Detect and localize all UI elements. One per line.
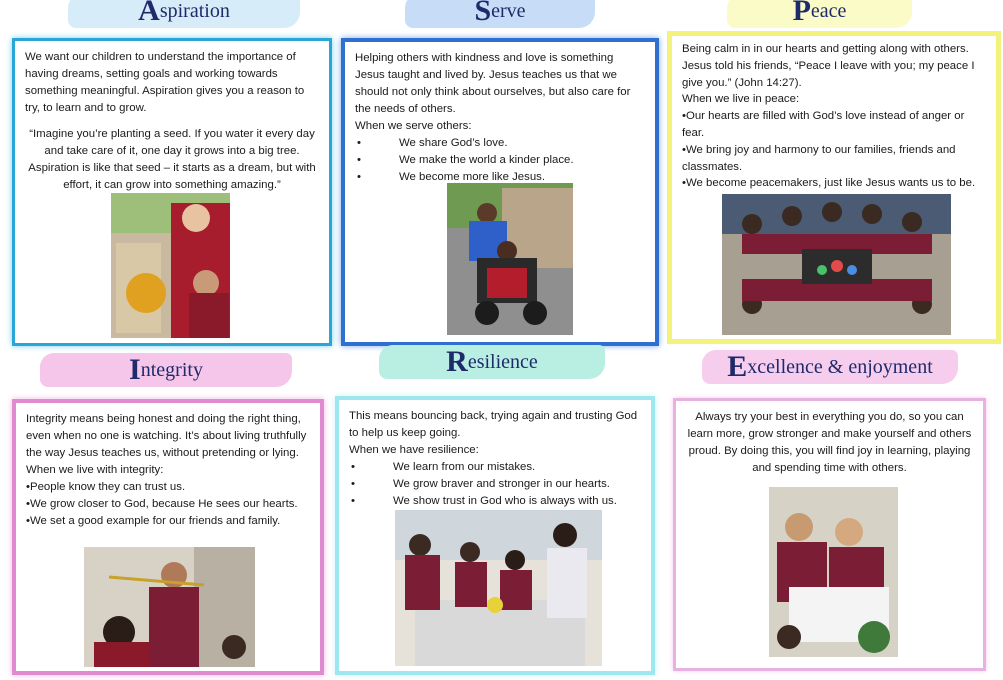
serve-heading: erve xyxy=(491,0,526,22)
integrity-bullet: •We set a good example for our friends and family. xyxy=(26,515,281,527)
peace-bullet: •We bring joy and harmony to our families, friends and classmates. xyxy=(682,143,956,173)
peace-bullet: •Our hearts are filled with God’s love instead of anger or fear. xyxy=(682,110,965,139)
aspiration-quote: “Imagine you’re planting a seed. If you water it every day and take care of it, one day it grows into a big tree. Aspiration is like that seed – it starts as a dream, but with effort, it can grow into something amazing.” xyxy=(28,128,316,191)
resilience-intro: When we have resilience: xyxy=(349,444,479,456)
serve-initial: S xyxy=(474,0,492,27)
aspiration-photo xyxy=(111,193,230,338)
resilience-photo xyxy=(395,510,602,666)
peace-initial: P xyxy=(792,0,811,27)
serve-photo xyxy=(447,183,573,335)
serve-bullet: • We make the world a kinder place. xyxy=(355,152,645,169)
aspiration-heading: spiration xyxy=(159,0,230,22)
excellence-paragraph: Always try your best in everything you do, so you can learn more, grow stronger and make yourself and others proud. By doing this, you will find joy in learning, playing and spending time with others. xyxy=(687,411,972,474)
serve-bullet: • We become more like Jesus. xyxy=(355,169,645,186)
integrity-photo xyxy=(84,547,255,667)
peace-paragraph: Being calm in in our hearts and getting along with others. Jesus told his friends, “Peace I leave with you; my peace I give you.” (John 14:27). xyxy=(682,43,975,89)
integrity-bullet: •We grow closer to God, because He sees our hearts. xyxy=(26,498,298,510)
serve-bullet: • We share God’s love. xyxy=(355,135,645,152)
peace-heading: eace xyxy=(810,0,847,22)
peace-bullet: •We become peacemakers, just like Jesus wants us to be. xyxy=(682,177,976,190)
integrity-intro: When we live with integrity: xyxy=(26,464,164,476)
excellence-heading: xcellence & enjoyment xyxy=(747,355,933,378)
peace-photo xyxy=(722,194,951,335)
integrity-initial: I xyxy=(129,353,141,386)
serve-banner xyxy=(405,0,595,28)
serve-intro: When we serve others: xyxy=(355,120,472,132)
peace-intro: When we live in peace: xyxy=(682,93,800,106)
aspiration-initial: A xyxy=(138,0,160,27)
resilience-bullet: • We grow braver and stronger in our hearts. xyxy=(349,476,641,493)
resilience-heading: esilience xyxy=(467,350,538,373)
excellence-banner xyxy=(702,350,958,384)
integrity-paragraph: Integrity means being honest and doing the right thing, even when no one is watching. It’s about living truthfully the way Jesus teaches us, without pretending or lying. xyxy=(26,413,307,459)
aspiration-banner xyxy=(68,0,300,28)
resilience-bullet: • We learn from our mistakes. xyxy=(349,459,641,476)
integrity-heading: ntegrity xyxy=(140,358,203,381)
peace-banner xyxy=(727,0,912,28)
excellence-photo xyxy=(769,487,898,657)
resilience-banner xyxy=(379,345,605,379)
integrity-bullet: •People know they can trust us. xyxy=(26,481,186,493)
excellence-initial: E xyxy=(727,350,748,383)
resilience-paragraph: This means bouncing back, trying again and trusting God to help us keep going. xyxy=(349,410,638,439)
resilience-bullet: • We show trust in God who is always with us. xyxy=(349,493,641,510)
aspiration-paragraph: We want our children to understand the importance of having dreams, setting goals and working towards something meaningful. Aspiration gives you a reason to try, to learn and to grow. xyxy=(25,51,305,114)
resilience-initial: R xyxy=(446,345,468,378)
serve-paragraph: Helping others with kindness and love is something Jesus taught and lived by. Jesus teaches us that we should not only think about ourselves, but also care for the needs of others. xyxy=(355,52,631,115)
integrity-banner xyxy=(40,353,292,387)
